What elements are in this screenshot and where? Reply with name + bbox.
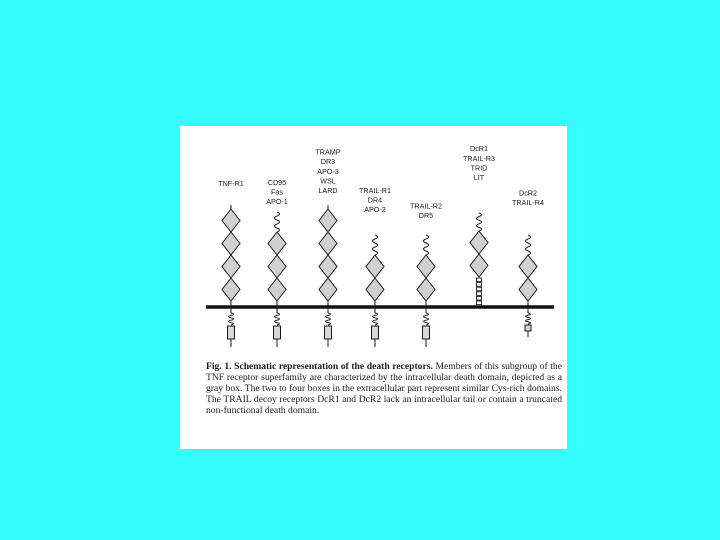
cys-rich-domain bbox=[366, 278, 384, 301]
receptor-label: DcR2 bbox=[519, 188, 537, 198]
receptor-label: TRAIL-R2 bbox=[410, 201, 442, 211]
gpi-anchor-segment bbox=[477, 292, 482, 296]
receptor-6 bbox=[463, 144, 495, 304]
cys-rich-domain bbox=[470, 254, 488, 277]
death-domain bbox=[325, 326, 332, 339]
cys-rich-domain bbox=[470, 231, 488, 254]
receptor-label: Fas bbox=[271, 187, 283, 197]
intracellular-tail bbox=[424, 313, 429, 325]
caption-title: Fig. 1. Schematic representation of the death receptors. bbox=[206, 361, 433, 372]
cys-rich-domain bbox=[222, 278, 240, 301]
gpi-anchor-segment bbox=[477, 301, 482, 305]
receptor-5 bbox=[410, 201, 442, 347]
receptor-label: WSL bbox=[320, 176, 336, 186]
intracellular-tail bbox=[229, 313, 234, 325]
receptor-label: TRAIL-R4 bbox=[512, 198, 544, 207]
death-domain bbox=[274, 326, 281, 339]
receptor-label: TRID bbox=[470, 163, 488, 173]
receptor-label: APO-2 bbox=[364, 205, 386, 214]
receptor-label: LARD bbox=[318, 186, 338, 195]
cys-rich-domain bbox=[222, 209, 240, 232]
cys-rich-domain bbox=[319, 255, 337, 278]
figure-caption bbox=[206, 362, 562, 417]
receptor-label: LIT bbox=[473, 173, 485, 182]
cys-rich-domain bbox=[519, 255, 537, 278]
cys-rich-domain bbox=[417, 255, 435, 278]
n-terminal-tail bbox=[275, 212, 280, 232]
figure-panel bbox=[180, 126, 567, 449]
receptor-1 bbox=[218, 179, 244, 347]
cys-rich-domain bbox=[268, 278, 286, 301]
cys-rich-domain bbox=[519, 278, 537, 301]
receptor-7 bbox=[512, 188, 544, 337]
receptor-label: DcR1 bbox=[470, 144, 488, 154]
receptor-label: TRAMP bbox=[315, 147, 341, 157]
receptor-3 bbox=[315, 148, 340, 347]
intracellular-tail bbox=[275, 313, 280, 325]
n-terminal-tail bbox=[526, 235, 531, 255]
death-domain bbox=[228, 326, 235, 339]
cys-rich-domain bbox=[319, 209, 337, 232]
cys-rich-domain bbox=[222, 255, 240, 278]
cys-rich-domain bbox=[222, 232, 240, 255]
receptor-label: APO-1 bbox=[266, 197, 288, 206]
cys-rich-domain bbox=[417, 278, 435, 301]
n-terminal-tail bbox=[477, 213, 482, 231]
truncated-death-domain bbox=[525, 325, 531, 331]
receptor-label: APO-3 bbox=[317, 166, 339, 176]
death-receptor-diagram bbox=[180, 126, 567, 356]
n-terminal-tail bbox=[373, 235, 378, 255]
gpi-anchor-segment bbox=[477, 283, 482, 287]
receptor-label: TRAIL-R3 bbox=[463, 153, 495, 163]
gpi-anchor-segment bbox=[477, 296, 482, 300]
cys-rich-domain bbox=[319, 232, 337, 255]
receptor-label: CD95 bbox=[267, 177, 287, 187]
cys-rich-domain bbox=[268, 232, 286, 255]
intracellular-tail bbox=[373, 313, 378, 325]
intracellular-tail bbox=[526, 313, 531, 324]
receptor-2 bbox=[266, 178, 288, 347]
receptor-label: DR4 bbox=[367, 195, 383, 205]
cys-rich-domain bbox=[268, 255, 286, 278]
n-terminal-tail bbox=[424, 235, 429, 255]
intracellular-tail bbox=[326, 313, 331, 325]
cys-rich-domain bbox=[366, 255, 384, 278]
receptor-label: TNF-R1 bbox=[218, 179, 244, 188]
receptor-label: DR5 bbox=[418, 211, 434, 220]
receptor-label: DR3 bbox=[320, 157, 336, 167]
caption-body: Members of this subgroup of the TNF receptor superfamily are characterized by the intracellular death domain, depicted as a gray box. The two to four boxes in the extracellular part represent similar Cys-rich domains. The TRAIL decoy receptors DcR1 and DcR2 lack an intracellular tail or contain a truncated non-functional death domain. bbox=[206, 361, 562, 416]
death-domain bbox=[372, 326, 379, 339]
receptor-4 bbox=[359, 186, 391, 347]
gpi-anchor-segment bbox=[477, 278, 482, 282]
gpi-anchor-segment bbox=[477, 287, 482, 291]
cys-rich-domain bbox=[319, 278, 337, 301]
receptor-label: TRAIL-R1 bbox=[359, 185, 391, 195]
death-domain bbox=[423, 326, 430, 339]
